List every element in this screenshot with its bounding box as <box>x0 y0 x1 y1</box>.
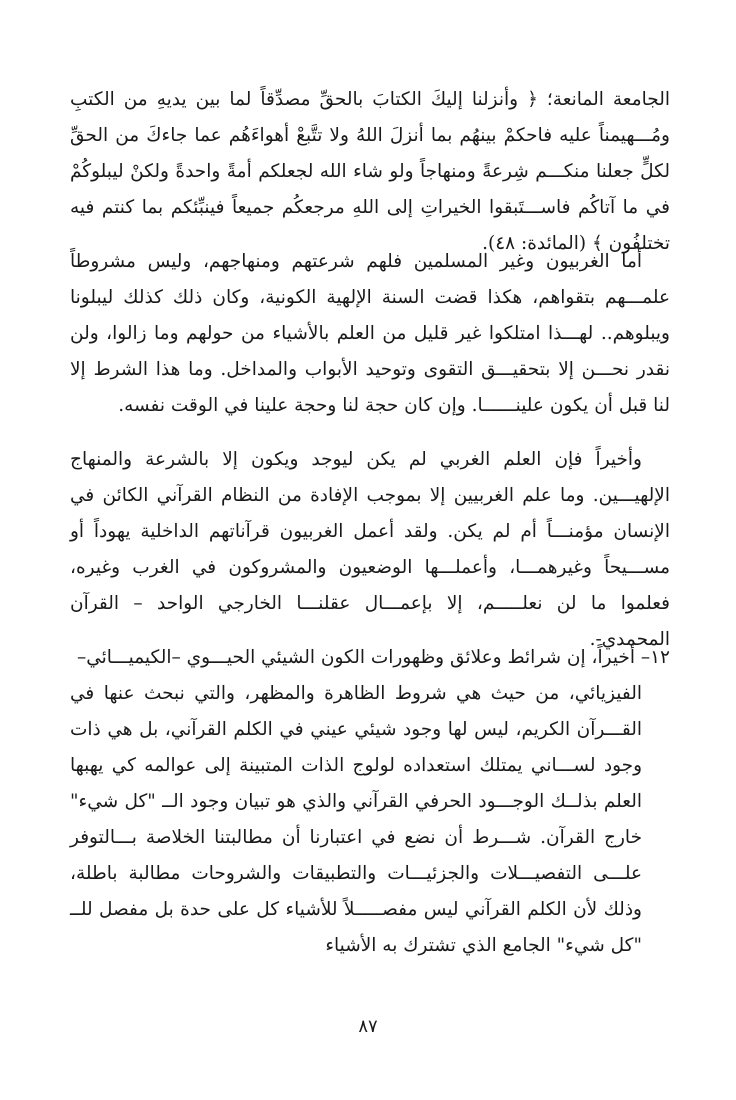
numbered-point-body: الفيزيائي، من حيث هي شروط الظاهرة والمظهر، والتي نبحث عنها في القـــرآن الكريم، ليس لها وجود شيئي عيني في الكلم القرآني، بل هي ذات وجود لســـاني يمتلك استعداده لولوج الذات المتبينة إلى عوالمه كي يهبها العلم بذلــك الوجـــود الحرفي القرآني والذي هو تبيان وجود الــ "كل شيء" خارج القرآن. شـــرط أن نضع في اعتبارنا أن مطالبتنا الخلاصة بـــالتوفر علـــى التفصيـــلات والجزئيـــات والتطبيقات والشروحات مطالبة باطلة، وذلك لأن الكلم القرآني ليس مفصـــــلاً للأشياء كل على حدة بل مفصل للــ "كل شيء" الجامع الذي تشترك به الأشياء <box>70 683 642 956</box>
page-number: ٨٧ <box>358 1016 378 1037</box>
paragraph-westerners <box>70 244 670 424</box>
numbered-point-first-line: ١٢– أخيراً، إن شرائط وعلائق وظهورات الكون الشيئي الحيـــوي –الكيميـــائي– <box>76 647 670 668</box>
paragraph-quran-quote <box>70 82 670 262</box>
paragraph-text: أما الغربيون وغير المسلمين فلهم شرعتهم ومنهاجهم، وليس مشروطاً علمـــهم بتقواهم، هكذا قضت السنة الإلهية الكونية، وكان ذلك كذلك ليبلونا ويبلوهم.. لهـــذا امتلكوا غير قليل من العلم بالأشياء من حولهم وما زالوا، ولن نقدر نحـــن إلا بتحقيـــق التقوى وتوحيد الأبواب والمداخل. وما هذا الشرط إلا لنا قبل أن يكون علينــــــا. وإن كان حجة لنا وحجة علينا في الوقت نفسه. <box>70 251 670 416</box>
paragraph-text: الجامعة المانعة؛ ﴿ وأنزلنا إليكَ الكتابَ بالحقِّ مصدِّقاً لما بين يديهِ من الكتبِ ومُـــهيمناً عليه فاحكمْ بينهُم بما أنزلَ اللهُ ولا تتَّبعْ أهواءَهُم عما جاءكَ من الحقِّ لكلٍّ جعلنا منكـــم شِرعةً ومنهاجاً ولو شاء الله لجعلكم أمةً واحدةً ولكنْ ليبلوكُمْ في ما آتاكُم فاســـتَبقوا الخيراتِ إلى اللهِ مرجعكُم جميعاً فينبِّئكم بما كنتم فيه تختلفُون ﴾ (المائدة: ٤٨). <box>70 89 670 254</box>
numbered-point-12 <box>70 640 670 964</box>
paragraph-text: وأخيراً فإن العلم الغربي لم يكن ليوجد ويكون إلا بالشرعة والمنهاج الإلهيـــين. وما علم الغربيين إلا بموجب الإفادة من النظام القرآني الكائن في الإنسان مؤمنـــاً أم لم يكن. ولقد أعمل الغربيون قرآناتهم الداخلية يهوداً أو مســـيحاً وغيرهمـــا، وأعملـــها الوضعيون والمشروكون في الغرب وغيره، فعلموا ما لن نعلـــــم، إلا بإعمـــال عقلنـــا الخارجي الواحد – القرآن المحمدي-. <box>70 449 670 650</box>
paragraph-western-science <box>70 442 670 658</box>
